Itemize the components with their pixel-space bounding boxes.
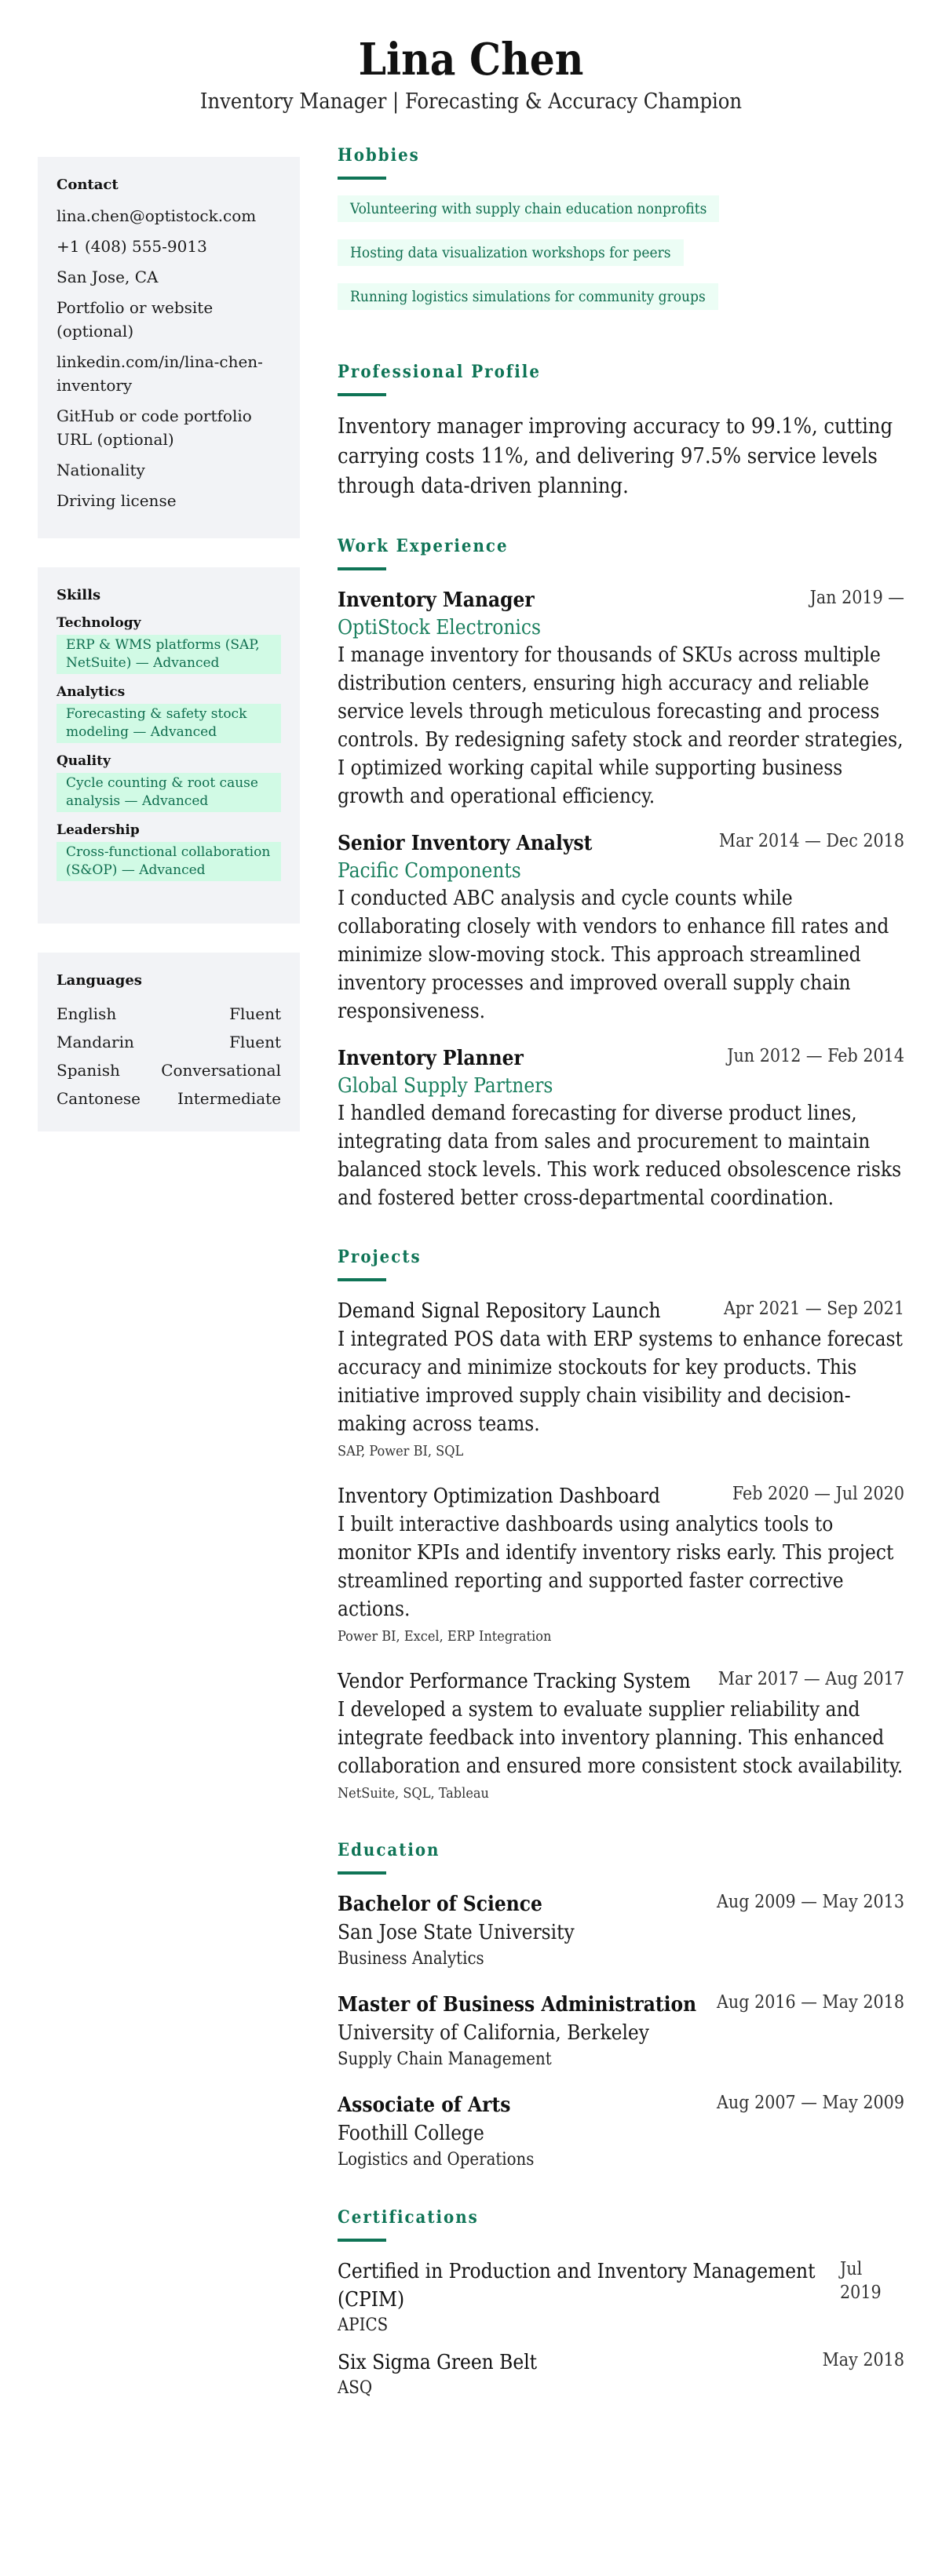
section-title: Hobbies xyxy=(338,145,420,166)
education-section xyxy=(338,1838,904,2173)
project-dates: Feb 2020 — Jul 2020 xyxy=(732,1484,904,1504)
section-title: Work Experience xyxy=(338,536,509,556)
contact-linkedin[interactable]: linkedin.com/in/lina-chen-inventory xyxy=(57,352,263,395)
skills-box xyxy=(38,567,300,924)
project-dates: Apr 2021 — Sep 2021 xyxy=(723,1299,904,1319)
contact-box xyxy=(38,157,300,538)
job-title: Inventory Planner xyxy=(338,1047,524,1070)
language-name: Mandarin xyxy=(57,1033,134,1051)
candidate-headline: Inventory Manager | Forecasting & Accuracy Champion xyxy=(199,89,743,114)
education-dates: Aug 2007 — May 2009 xyxy=(716,2093,904,2113)
company-name: Global Supply Partners xyxy=(338,1074,553,1098)
education-entry xyxy=(338,1890,904,1972)
certification-date: May 2018 xyxy=(822,2350,904,2370)
certification-issuer: ASQ xyxy=(338,2378,373,2398)
skill-chip: Cycle counting & root cause analysis — Advanced xyxy=(57,773,281,812)
language-level: Fluent xyxy=(229,1033,281,1051)
project-entry xyxy=(338,1297,904,1463)
degree-name: Associate of Arts xyxy=(338,2093,511,2117)
section-divider xyxy=(338,1871,386,1875)
section-divider xyxy=(338,177,386,180)
job-description: I handled demand forecasting for diverse product lines, integrating data from sales and procurement to maintain balanced stock levels. This work reduced obsolescence risks and fostered better cross-departmental coordination. xyxy=(338,1102,902,1210)
entry-header xyxy=(338,829,904,858)
candidate-name: Lina Chen xyxy=(358,34,584,86)
language-name: English xyxy=(57,1004,117,1023)
skill-group-title: Leadership xyxy=(57,822,140,838)
skill-chip: Forecasting & safety stock modeling — Advanced xyxy=(57,704,281,743)
project-description: I developed a system to evaluate supplier reliability and integrate feedback into inventory planning. This enhanced collaboration and ensured more consistent stock availability. xyxy=(338,1698,904,1778)
entry-header xyxy=(338,586,904,614)
job-dates: Jan 2019 — xyxy=(809,588,904,608)
entry-header xyxy=(338,1667,904,1696)
project-name: Demand Signal Repository Launch xyxy=(338,1299,661,1323)
project-tech-stack: NetSuite, SQL, Tableau xyxy=(338,1785,489,1802)
company-name: OptiStock Electronics xyxy=(338,616,542,639)
certification-date: Jul 2019 xyxy=(840,2259,882,2303)
project-tech-stack: SAP, Power BI, SQL xyxy=(338,1443,464,1459)
project-description: I built interactive dashboards using analytics tools to monitor KPIs and identify inventory risks early. This project streamlined reporting and supported faster corrective actions. xyxy=(338,1513,894,1621)
job-title: Inventory Manager xyxy=(338,588,535,612)
resume-header xyxy=(0,0,942,137)
certification-issuer: APICS xyxy=(338,2315,389,2335)
skill-group-analytics xyxy=(57,683,281,743)
project-entry xyxy=(338,1667,904,1805)
hobby-chip: Hosting data visualization workshops for peers xyxy=(338,239,684,266)
certification-name: Six Sigma Green Belt xyxy=(338,2351,538,2374)
education-entry xyxy=(338,1991,904,2072)
languages-title: Languages xyxy=(57,972,142,989)
hobbies-section xyxy=(338,144,904,327)
project-entry xyxy=(338,1482,904,1649)
hobby-chip: Volunteering with supply chain education nonprofits xyxy=(338,195,719,222)
school-name: University of California, Berkeley xyxy=(338,2021,649,2045)
project-tech-stack: Power BI, Excel, ERP Integration xyxy=(338,1628,552,1645)
contact-email[interactable]: lina.chen@optistock.com xyxy=(57,206,257,225)
certification-entry xyxy=(338,2257,904,2337)
school-name: Foothill College xyxy=(338,2122,484,2145)
projects-section xyxy=(338,1245,904,1805)
skill-group-title: Analytics xyxy=(57,684,126,700)
field-of-study: Business Analytics xyxy=(338,1949,484,1969)
skill-chip: Cross-functional collaboration (S&OP) — Advanced xyxy=(57,842,281,881)
contact-portfolio[interactable]: Portfolio or website (optional) xyxy=(57,298,214,341)
experience-entry xyxy=(338,1044,904,1212)
sidebar xyxy=(38,157,300,2433)
languages-box xyxy=(38,953,300,1131)
language-name: Cantonese xyxy=(57,1089,141,1108)
skill-group-title: Technology xyxy=(57,615,141,631)
language-level: Intermediate xyxy=(177,1089,281,1108)
language-row xyxy=(57,1084,281,1113)
company-name: Pacific Components xyxy=(338,859,521,883)
section-title: Professional Profile xyxy=(338,362,541,382)
section-title: Certifications xyxy=(338,2207,479,2228)
education-entry xyxy=(338,2091,904,2173)
skill-chip: ERP & WMS platforms (SAP, NetSuite) — Advanced xyxy=(57,635,281,674)
section-divider xyxy=(338,393,386,396)
skill-group-quality xyxy=(57,752,281,812)
certification-entry xyxy=(338,2348,904,2400)
contact-phone[interactable]: +1 (408) 555-9013 xyxy=(57,237,207,256)
skill-group-technology xyxy=(57,614,281,674)
experience-entry xyxy=(338,829,904,1026)
section-title: Projects xyxy=(338,1247,422,1267)
degree-name: Bachelor of Science xyxy=(338,1893,542,1916)
entry-header xyxy=(338,2348,904,2377)
job-dates: Mar 2014 — Dec 2018 xyxy=(718,831,904,851)
job-description: I conducted ABC analysis and cycle counts while collaborating closely with vendors to enhance fill rates and minimize slow-moving stock. This approach streamlined inventory processes and improved overall supply chain responsiveness. xyxy=(338,887,889,1023)
contact-location: San Jose, CA xyxy=(57,268,159,286)
hobby-chip: Running logistics simulations for community groups xyxy=(338,283,718,310)
skill-group-title: Quality xyxy=(57,753,111,769)
language-level: Conversational xyxy=(161,1061,281,1080)
project-dates: Mar 2017 — Aug 2017 xyxy=(717,1669,904,1689)
project-name: Vendor Performance Tracking System xyxy=(338,1670,691,1693)
field-of-study: Supply Chain Management xyxy=(338,2050,552,2069)
education-dates: Aug 2009 — May 2013 xyxy=(716,1892,904,1912)
job-description: I manage inventory for thousands of SKUs across multiple distribution centers, ensuring high accuracy and reliable service levels through meticulous forecasting and process controls. By redesigning safety stock and reorder strategies, I optimized working capital while supporting business growth and operational efficiency. xyxy=(338,643,904,808)
language-row xyxy=(57,1056,281,1084)
resume-body xyxy=(0,137,942,2433)
job-dates: Jun 2012 — Feb 2014 xyxy=(727,1046,904,1066)
contact-driving-license: Driving license xyxy=(57,491,177,510)
entry-header xyxy=(338,1297,904,1325)
project-name: Inventory Optimization Dashboard xyxy=(338,1485,661,1508)
education-dates: Aug 2016 — May 2018 xyxy=(716,1992,904,2013)
project-description: I integrated POS data with ERP systems to enhance forecast accuracy and minimize stockouts for key products. This initiative improved supply chain visibility and decision-making across teams. xyxy=(338,1328,903,1436)
experience-entry xyxy=(338,586,904,811)
section-divider xyxy=(338,567,386,570)
contact-github[interactable]: GitHub or code portfolio URL (optional) xyxy=(57,406,252,449)
degree-name: Master of Business Administration xyxy=(338,1993,697,2017)
language-level: Fluent xyxy=(229,1004,281,1023)
language-row xyxy=(57,1000,281,1028)
profile-section xyxy=(338,360,904,501)
entry-header xyxy=(338,1991,904,2019)
certification-name: Certified in Production and Inventory Management (CPIM) xyxy=(338,2260,816,2312)
school-name: San Jose State University xyxy=(338,1921,575,1944)
certifications-section xyxy=(338,2206,904,2400)
language-row xyxy=(57,1028,281,1056)
contact-nationality: Nationality xyxy=(57,461,145,479)
entry-header xyxy=(338,2091,904,2119)
entry-header xyxy=(338,1482,904,1510)
skills-title: Skills xyxy=(57,587,101,603)
section-divider xyxy=(338,1278,386,1281)
contact-title: Contact xyxy=(57,177,119,193)
skill-group-leadership xyxy=(57,822,281,881)
entry-header xyxy=(338,2257,904,2314)
job-title: Senior Inventory Analyst xyxy=(338,832,593,855)
hobby-list xyxy=(338,195,904,327)
section-divider xyxy=(338,2239,386,2242)
entry-header xyxy=(338,1044,904,1073)
section-title: Education xyxy=(338,1840,440,1860)
main-column xyxy=(338,137,904,2433)
field-of-study: Logistics and Operations xyxy=(338,2150,535,2170)
language-name: Spanish xyxy=(57,1061,120,1080)
profile-summary: Inventory manager improving accuracy to 99.1%, cutting carrying costs 11%, and delivering 97.5% service levels through data-driven planning. xyxy=(338,414,893,498)
experience-section xyxy=(338,534,904,1212)
entry-header xyxy=(338,1890,904,1918)
